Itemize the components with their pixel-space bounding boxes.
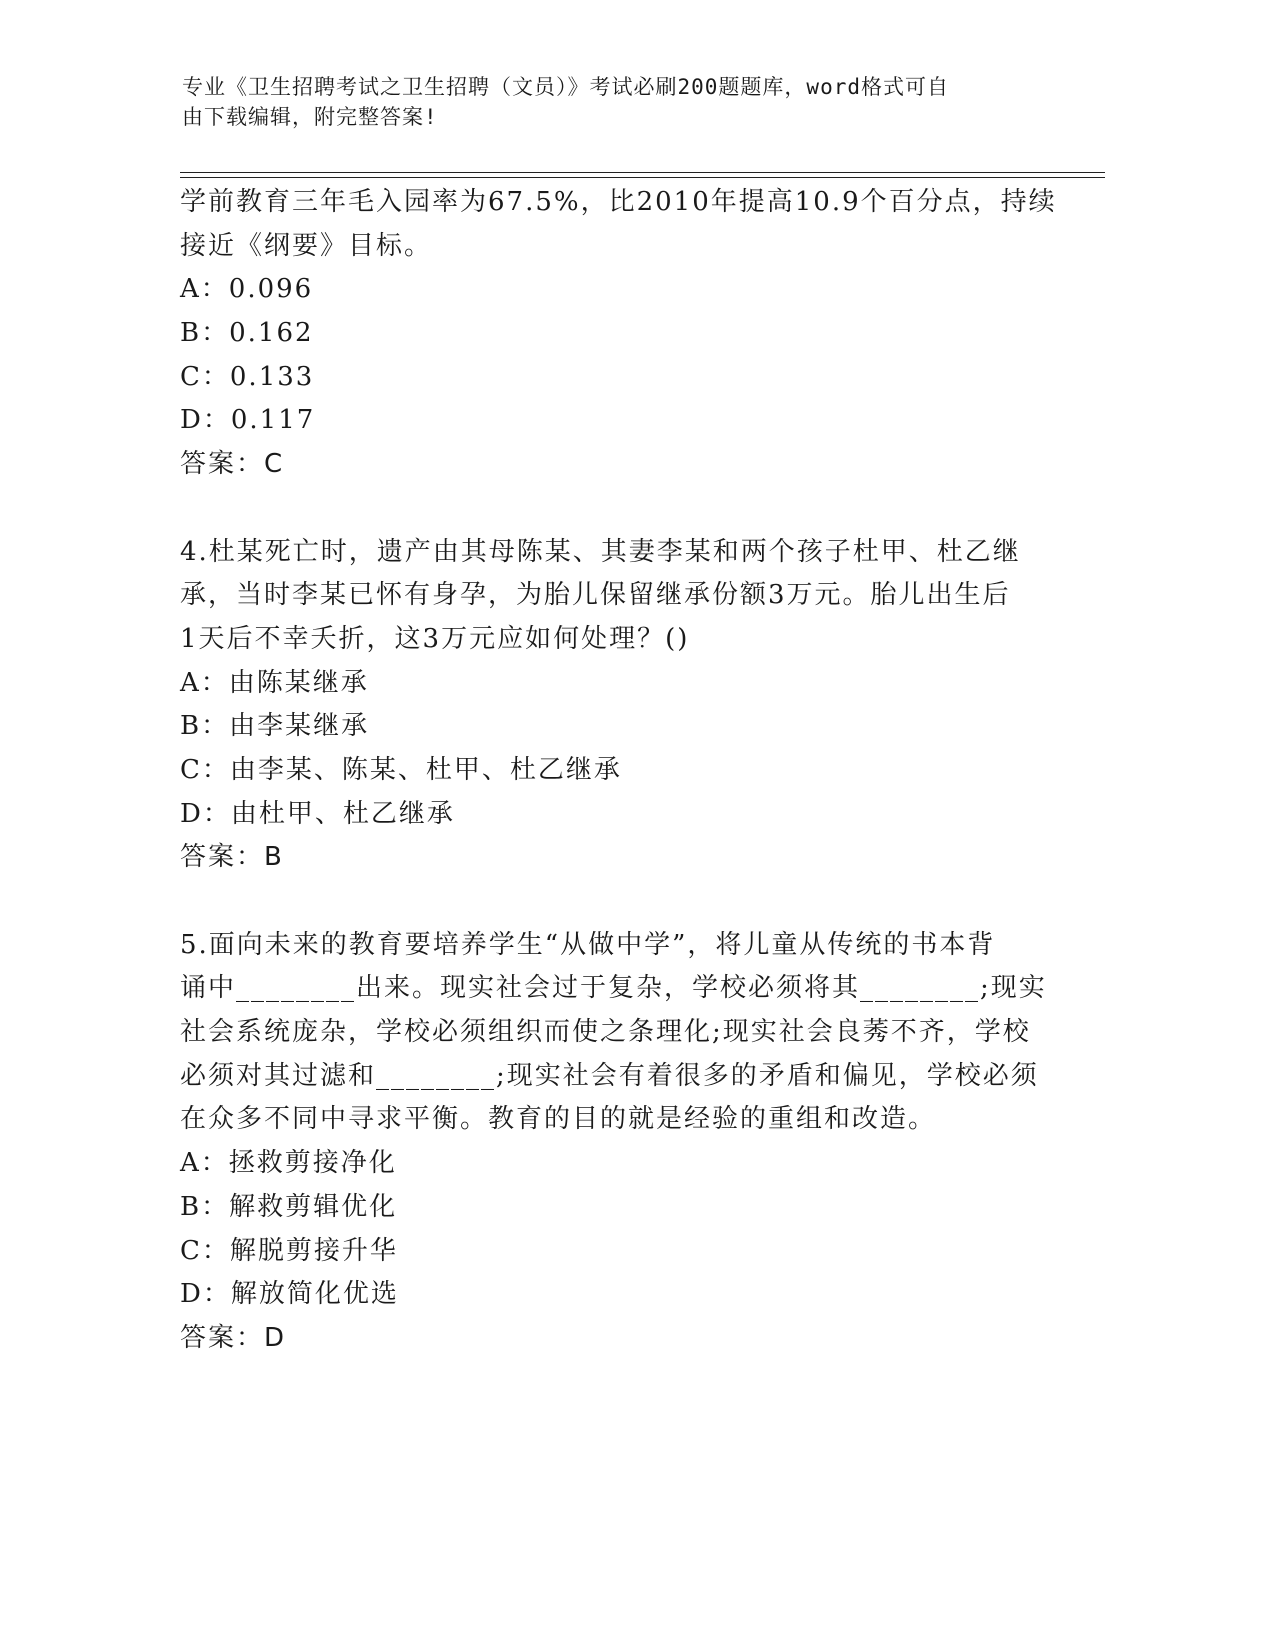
question-3 xyxy=(180,181,1060,487)
spacer xyxy=(180,487,1060,531)
header-divider-top xyxy=(180,172,1105,173)
header-line-2: 由下载编辑，附完整答案! xyxy=(182,105,438,129)
question-4 xyxy=(180,531,1060,881)
header-line-1: 专业《卫生招聘考试之卫生招聘（文员）》考试必刷200题题库，word格式可自 xyxy=(182,75,949,99)
header-divider-bottom xyxy=(180,177,1105,178)
question-stem-line: 诵中________出来。现实社会过于复杂，学校必须将其________;现实 xyxy=(180,973,1047,1004)
option-c: C：由李某、陈某、杜甲、杜乙继承 xyxy=(180,754,622,785)
option-d: D：由杜甲、杜乙继承 xyxy=(180,798,455,829)
question-stem-line: 4.杜某死亡时，遗产由其母陈某、其妻李某和两个孩子杜甲、杜乙继 xyxy=(180,536,1021,567)
option-b: B：0.162 xyxy=(180,318,314,349)
question-stem-line: 接近《纲要》目标。 xyxy=(180,230,433,261)
option-d: D：解放简化优选 xyxy=(180,1279,399,1310)
answer-line: 答案：B xyxy=(180,842,284,873)
question-stem-line: 必须对其过滤和________;现实社会有着很多的矛盾和偏见，学校必须 xyxy=(180,1060,1039,1091)
question-stem-line: 社会系统庞杂，学校必须组织而使之条理化;现实社会良莠不齐，学校 xyxy=(180,1017,1031,1048)
option-a: A：拯救剪接净化 xyxy=(180,1148,397,1179)
spacer xyxy=(180,880,1060,924)
question-5 xyxy=(180,924,1060,1361)
question-stem-line: 1天后不幸夭折，这3万元应如何处理？() xyxy=(180,623,690,654)
answer-line: 答案：C xyxy=(180,449,285,480)
option-b: B：由李某继承 xyxy=(180,711,370,742)
document-body xyxy=(180,181,1060,1361)
page-header xyxy=(182,72,1042,132)
answer-line: 答案：D xyxy=(180,1322,287,1353)
question-stem-line: 在众多不同中寻求平衡。教育的目的就是经验的重组和改造。 xyxy=(180,1104,937,1135)
option-d: D：0.117 xyxy=(180,405,316,436)
option-c: C：0.133 xyxy=(180,361,315,392)
option-a: A：0.096 xyxy=(180,274,314,305)
question-stem-line: 5.面向未来的教育要培养学生“从做中学”，将儿童从传统的书本背 xyxy=(180,929,996,960)
option-a: A：由陈某继承 xyxy=(180,667,369,698)
question-stem-line: 承，当时李某已怀有身孕，为胎儿保留继承份额3万元。胎儿出生后 xyxy=(180,580,1011,611)
question-stem-line: 学前教育三年毛入园率为67.5%，比2010年提高10.9个百分点，持续 xyxy=(180,187,1057,217)
option-c: C：解脱剪接升华 xyxy=(180,1235,398,1266)
option-b: B：解救剪辑优化 xyxy=(180,1191,398,1222)
